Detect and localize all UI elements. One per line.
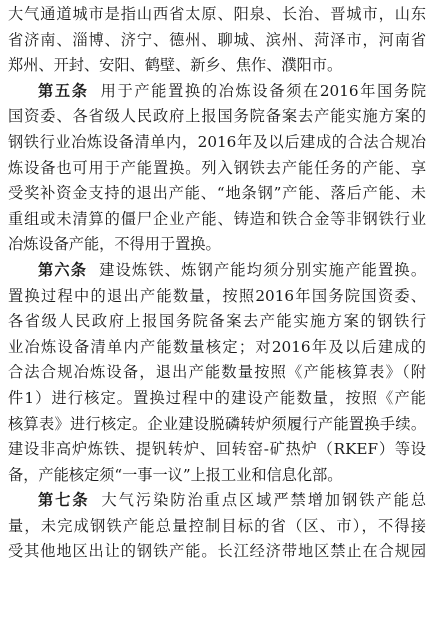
text-line xyxy=(8,437,426,463)
line-text: 炼设备也可用于产能置换。列入钢铁去产能任务的产能、享 xyxy=(8,158,426,177)
document-body xyxy=(8,2,426,565)
text-lines xyxy=(8,2,426,565)
text-line xyxy=(8,360,426,386)
article-label: 第七条 xyxy=(38,491,90,510)
text-line xyxy=(8,53,426,79)
text-line xyxy=(8,207,426,233)
line-text: 各省级人民政府上报国务院备案去产能实施方案的钢铁行 xyxy=(8,312,426,331)
text-line xyxy=(8,28,426,54)
line-text: 冶炼设备产能，不得用于置换。 xyxy=(8,235,221,254)
line-text: 重组或未清算的僵尸企业产能、铸造和铁合金等非钢铁行业 xyxy=(8,209,426,228)
article-label: 第六条 xyxy=(38,260,88,279)
line-text: 受其他地区出让的钢铁产能。长江经济带地区禁止在合规园 xyxy=(8,542,426,561)
line-text: 受奖补资金支持的退出产能、“地条钢”产能、落后产能、未 xyxy=(8,184,426,203)
text-line xyxy=(8,232,426,258)
text-line xyxy=(8,335,426,361)
line-text: 省济南、淄博、济宁、德州、聊城、滨州、菏泽市，河南省 xyxy=(8,30,426,49)
line-text: 量，未完成钢铁产能总量控制目标的省（区、市），不得接 xyxy=(8,516,426,535)
line-text: 建设非高炉炼铁、提钒转炉、回转窑-矿热炉（RKEF）等设 xyxy=(8,440,426,459)
line-text: 大气污染防治重点区域严禁增加钢铁产能总 xyxy=(101,491,426,510)
text-line xyxy=(8,79,426,105)
text-line xyxy=(8,156,426,182)
text-line xyxy=(8,2,426,28)
line-text: 郑州、开封、安阳、鹤壁、新乡、焦作、濮阳市。 xyxy=(8,56,343,75)
text-line xyxy=(8,181,426,207)
line-text: 合法合规冶炼设备，退出产能数量按照《产能核算表》（附 xyxy=(8,363,426,382)
text-line xyxy=(8,104,426,130)
text-line xyxy=(8,130,426,156)
line-text: 钢铁行业冶炼设备清单内，2016年及以后建成的合法合规冶 xyxy=(8,132,426,151)
text-line xyxy=(8,514,426,540)
line-text: 核算表》进行核定。企业建设脱磷转炉须履行产能置换手续。 xyxy=(8,414,426,433)
line-text: 业冶炼设备清单内产能数量核定；对2016年及以后建成的 xyxy=(8,337,426,356)
article-label: 第五条 xyxy=(38,81,89,100)
text-line xyxy=(8,488,426,514)
line-text: 国资委、各省级人民政府上报国务院备案去产能实施方案的 xyxy=(8,107,426,126)
line-text: 建设炼铁、炼钢产能均须分别实施产能置换。 xyxy=(99,260,426,279)
text-line xyxy=(8,539,426,565)
text-line xyxy=(8,309,426,335)
text-line xyxy=(8,284,426,310)
line-text: 备，产能核定须“一事一议”上报工业和信息化部。 xyxy=(8,465,343,484)
line-text: 用于产能置换的冶炼设备须在2016年国务院 xyxy=(100,81,426,100)
line-text: 大气通道城市是指山西省太原、阳泉、长治、晋城市，山东 xyxy=(8,5,426,23)
line-text: 件1）进行核定。置换过程中的建设产能数量，按照《产能 xyxy=(8,388,426,407)
line-text: 置换过程中的退出产能数量，按照2016年国务院国资委、 xyxy=(8,286,426,305)
text-line xyxy=(8,463,426,489)
text-line xyxy=(8,412,426,438)
text-line xyxy=(8,386,426,412)
text-line xyxy=(8,258,426,284)
